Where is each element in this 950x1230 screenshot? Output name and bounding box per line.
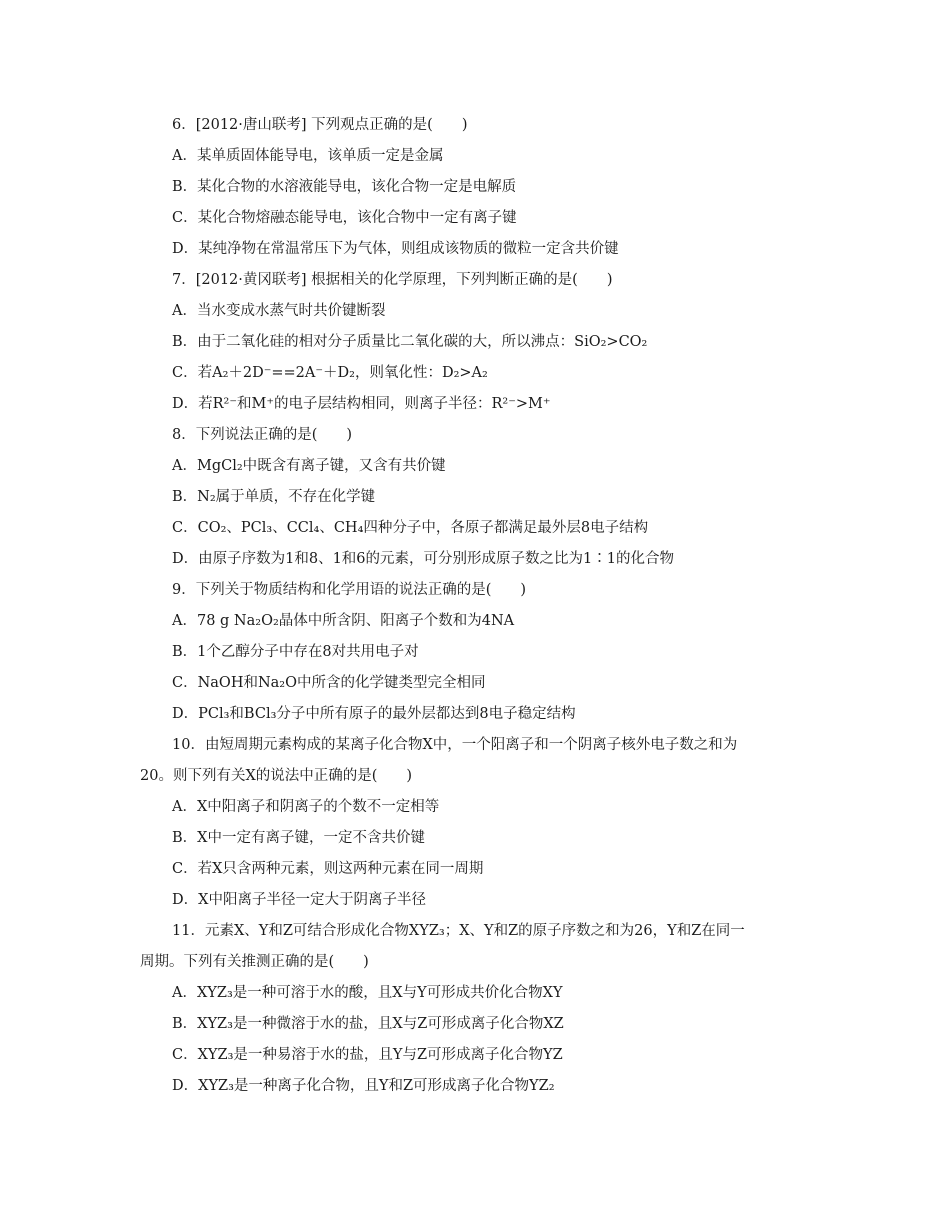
option-9b: B．1个乙醇分子中存在8对共用电子对	[172, 644, 419, 660]
option-8b: B．N₂属于单质，不存在化学键	[172, 489, 376, 505]
question-10: 10．由短周期元素构成的某离子化合物X中，一个阳离子和一个阴离子核外电子数之和为	[172, 737, 738, 753]
option-7d: D．若R²⁻和M⁺的电子层结构相同，则离子半径：R²⁻>M⁺	[172, 396, 551, 412]
question-9: 9．下列关于物质结构和化学用语的说法正确的是( )	[172, 582, 527, 598]
question-6: 6．[2012·唐山联考] 下列观点正确的是( )	[172, 117, 468, 133]
option-6d: D．某纯净物在常温常压下为气体，则组成该物质的微粒一定含共价键	[172, 241, 619, 257]
question-10-cont: 20。则下列有关X的说法中正确的是( )	[140, 768, 413, 784]
option-9c: C．NaOH和Na₂O中所含的化学键类型完全相同	[172, 675, 486, 691]
option-11c: C．XYZ₃是一种易溶于水的盐，且Y与Z可形成离子化合物YZ	[172, 1047, 563, 1063]
question-11: 11．元素X、Y和Z可结合形成化合物XYZ₃；X、Y和Z的原子序数之和为26，Y和Z在同一	[172, 923, 745, 939]
option-8a: A．MgCl₂中既含有离子键，又含有共价键	[172, 458, 446, 474]
option-11b: B．XYZ₃是一种微溶于水的盐，且X与Z可形成离子化合物XZ	[172, 1016, 564, 1032]
option-8d: D．由原子序数为1和8、1和6的元素，可分别形成原子数之比为1∶1的化合物	[172, 551, 674, 567]
question-7: 7．[2012·黄冈联考] 根据相关的化学原理，下列判断正确的是( )	[172, 272, 613, 288]
option-10c: C．若X只含两种元素，则这两种元素在同一周期	[172, 861, 484, 877]
option-11a: A．XYZ₃是一种可溶于水的酸，且X与Y可形成共价化合物XY	[172, 985, 563, 1001]
option-9d: D．PCl₃和BCl₃分子中所有原子的最外层都达到8电子稳定结构	[172, 706, 576, 722]
option-6c: C．某化合物熔融态能导电，该化合物中一定有离子键	[172, 210, 517, 226]
option-10b: B．X中一定有离子键，一定不含共价键	[172, 830, 425, 846]
question-list	[140, 110, 820, 1102]
option-8c: C．CO₂、PCl₃、CCl₄、CH₄四种分子中，各原子都满足最外层8电子结构	[172, 520, 649, 536]
option-7c: C．若A₂＋2D⁻==2A⁻＋D₂，则氧化性：D₂>A₂	[172, 365, 488, 381]
option-10d: D．X中阳离子半径一定大于阴离子半径	[172, 892, 426, 908]
option-7a: A．当水变成水蒸气时共价键断裂	[172, 303, 386, 319]
option-6b: B．某化合物的水溶液能导电，该化合物一定是电解质	[172, 179, 517, 195]
option-11d: D．XYZ₃是一种离子化合物，且Y和Z可形成离子化合物YZ₂	[172, 1078, 555, 1094]
question-11-cont: 周期。下列有关推测正确的是( )	[140, 954, 369, 970]
option-6a: A．某单质固体能导电，该单质一定是金属	[172, 148, 444, 164]
option-7b: B．由于二氧化硅的相对分子质量比二氧化碳的大，所以沸点：SiO₂>CO₂	[172, 334, 648, 350]
question-8: 8．下列说法正确的是( )	[172, 427, 353, 443]
option-9a: A．78 g Na₂O₂晶体中所含阴、阳离子个数和为4NA	[172, 613, 515, 629]
option-10a: A．X中阳离子和阴离子的个数不一定相等	[172, 799, 440, 815]
